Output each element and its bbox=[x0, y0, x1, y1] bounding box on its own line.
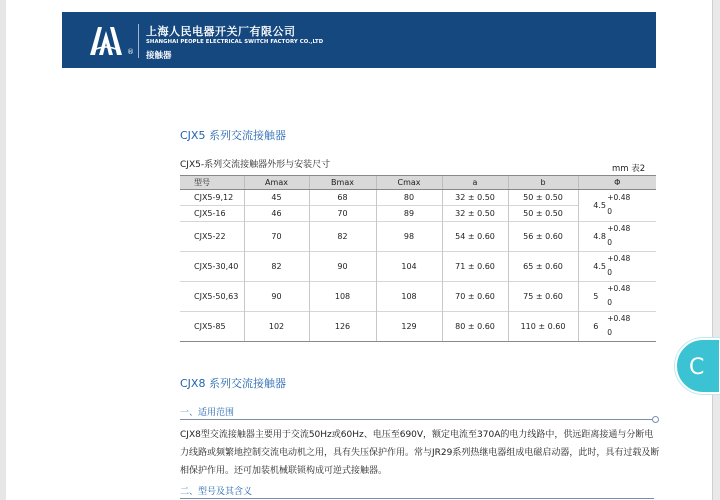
cell-model: CJX5-30,40 bbox=[180, 252, 244, 282]
phi-value: 4.5 bbox=[593, 261, 606, 271]
scope-paragraph: CJX8型交流接触器主要用于交流50Hz或60Hz、电压至690V，额定电流至370A的电力线路中，供远距离接通与分断电力线路或频繁地控制交流电动机之用，具有失压保护作用。常与JR29系列热继电器组成电磁启动器，此时，具有过载及断相保护作用。还可加装机械联锁构成可逆式接触器。 bbox=[180, 430, 660, 476]
cell-phi bbox=[578, 282, 656, 312]
cell-model: CJX5-9,12 bbox=[180, 190, 244, 206]
table-row bbox=[180, 222, 656, 252]
cell-a: 32 ± 0.50 bbox=[442, 206, 508, 222]
cell-phi bbox=[578, 222, 656, 252]
subheading-model-meaning: 二、型号及其含义 bbox=[180, 487, 253, 497]
registered-mark: ® bbox=[127, 48, 134, 56]
cell-amax: 46 bbox=[244, 206, 309, 222]
cell-b: 75 ± 0.60 bbox=[508, 282, 578, 312]
phi-value: 6 bbox=[593, 321, 599, 331]
cell-phi bbox=[578, 312, 656, 342]
cell-bmax: 126 bbox=[309, 312, 376, 342]
cell-cmax: 80 bbox=[376, 190, 442, 206]
company-name-en: SHANGHAI PEOPLE ELECTRICAL SWITCH FACTORY CO.,LTD bbox=[146, 39, 324, 45]
header-banner bbox=[62, 12, 656, 68]
table-row bbox=[180, 312, 656, 342]
table-row bbox=[180, 252, 656, 282]
section-title-cjx8: CJX8 系列交流接触器 bbox=[180, 377, 286, 390]
phi-tolerance-upper: +0.48 bbox=[607, 313, 631, 323]
cell-amax: 82 bbox=[244, 252, 309, 282]
page-edge-right bbox=[712, 0, 720, 500]
subheading-rule bbox=[180, 498, 654, 499]
header-model: 型号 bbox=[180, 176, 244, 190]
phi-tolerance-lower: 0 bbox=[607, 297, 613, 307]
cell-bmax: 82 bbox=[309, 222, 376, 252]
table-unit: mm 表2 bbox=[612, 164, 646, 174]
phi-value: 4.5 bbox=[593, 200, 606, 210]
logo-divider bbox=[138, 24, 139, 58]
phi-value: 4.8 bbox=[593, 231, 606, 241]
side-tab-c[interactable]: C bbox=[675, 338, 720, 394]
cell-b: 56 ± 0.60 bbox=[508, 222, 578, 252]
phi-tolerance-lower: 0 bbox=[607, 267, 613, 277]
cell-cmax: 104 bbox=[376, 252, 442, 282]
cell-cmax: 129 bbox=[376, 312, 442, 342]
header-subtitle: 接触器 bbox=[146, 51, 172, 61]
cell-model: CJX5-22 bbox=[180, 222, 244, 252]
cell-a: 71 ± 0.60 bbox=[442, 252, 508, 282]
table-row bbox=[180, 190, 656, 206]
dimension-table bbox=[180, 175, 656, 342]
cell-b: 65 ± 0.60 bbox=[508, 252, 578, 282]
header-bmax: Bmax bbox=[309, 176, 376, 190]
company-name-cn: 上海人民电器开关厂有限公司 bbox=[146, 25, 296, 38]
phi-tolerance-upper: +0.48 bbox=[607, 223, 631, 233]
company-logo-icon bbox=[86, 21, 126, 61]
phi-tolerance-upper: +0.48 bbox=[607, 283, 631, 293]
phi-tolerance-upper: +0.48 bbox=[607, 192, 631, 202]
phi-value: 5 bbox=[593, 291, 599, 301]
cell-amax: 70 bbox=[244, 222, 309, 252]
cell-phi bbox=[578, 190, 656, 222]
cell-amax: 102 bbox=[244, 312, 309, 342]
cell-a: 54 ± 0.60 bbox=[442, 222, 508, 252]
subheading-scope: 一、适用范围 bbox=[180, 408, 235, 418]
cell-amax: 45 bbox=[244, 190, 309, 206]
cell-phi bbox=[578, 252, 656, 282]
cell-b: 50 ± 0.50 bbox=[508, 190, 578, 206]
cell-bmax: 90 bbox=[309, 252, 376, 282]
cell-cmax: 89 bbox=[376, 206, 442, 222]
rule-end-dot bbox=[652, 416, 659, 423]
header-a: a bbox=[442, 176, 508, 190]
cell-a: 70 ± 0.60 bbox=[442, 282, 508, 312]
cell-model: CJX5-85 bbox=[180, 312, 244, 342]
cell-model: CJX5-16 bbox=[180, 206, 244, 222]
cell-b: 50 ± 0.50 bbox=[508, 206, 578, 222]
cell-amax: 90 bbox=[244, 282, 309, 312]
cell-bmax: 68 bbox=[309, 190, 376, 206]
cell-a: 32 ± 0.50 bbox=[442, 190, 508, 206]
table-header-row bbox=[180, 176, 656, 190]
cell-b: 110 ± 0.60 bbox=[508, 312, 578, 342]
cell-bmax: 108 bbox=[309, 282, 376, 312]
phi-tolerance-lower: 0 bbox=[607, 327, 613, 337]
table-row bbox=[180, 282, 656, 312]
header-b: b bbox=[508, 176, 578, 190]
table-caption: CJX5-系列交流接触器外形与安装尺寸 bbox=[180, 160, 331, 170]
phi-tolerance-upper: +0.48 bbox=[607, 253, 631, 263]
phi-tolerance-lower: 0 bbox=[607, 237, 613, 247]
cell-cmax: 98 bbox=[376, 222, 442, 252]
cell-model: CJX5-50,63 bbox=[180, 282, 244, 312]
section-title-cjx5: CJX5 系列交流接触器 bbox=[180, 129, 286, 142]
cell-cmax: 108 bbox=[376, 282, 442, 312]
header-cmax: Cmax bbox=[376, 176, 442, 190]
cell-a: 80 ± 0.60 bbox=[442, 312, 508, 342]
page-edge-left bbox=[0, 0, 6, 500]
cell-bmax: 70 bbox=[309, 206, 376, 222]
header-phi: Φ bbox=[578, 176, 656, 190]
subheading-rule bbox=[180, 419, 654, 420]
phi-tolerance-lower: 0 bbox=[607, 206, 613, 216]
header-amax: Amax bbox=[244, 176, 309, 190]
